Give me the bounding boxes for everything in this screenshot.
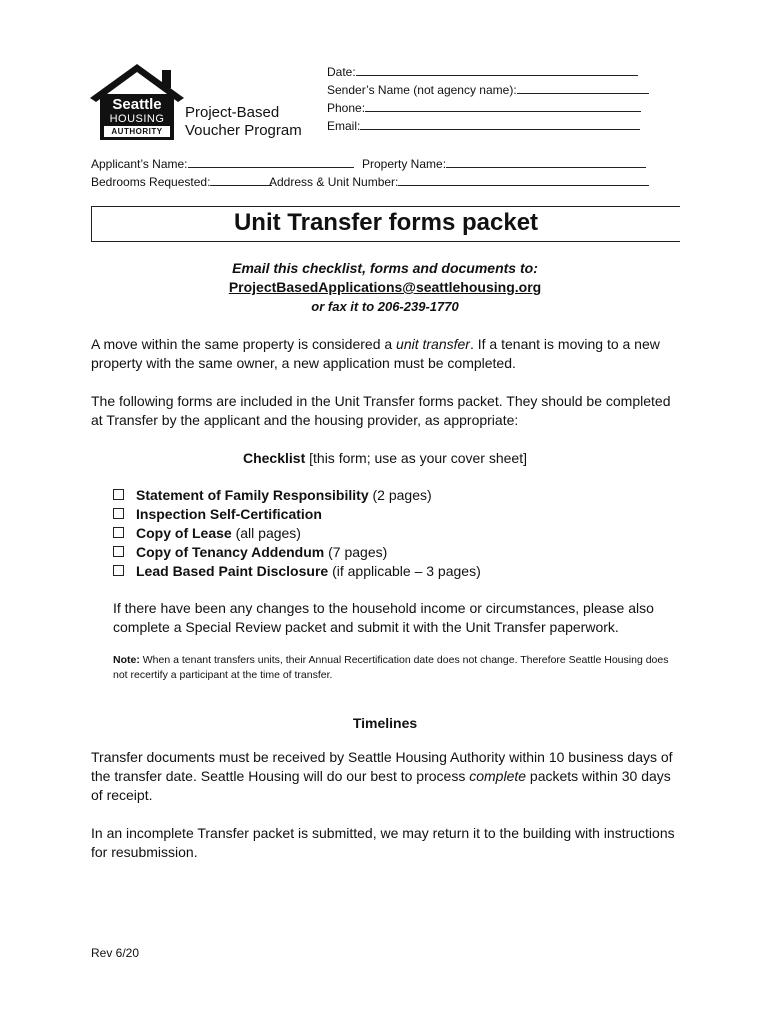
checklist-heading-bold: Checklist: [242, 450, 306, 466]
phone-field[interactable]: [327, 99, 641, 117]
fax-instructions: or fax it to 206-239-1770: [311, 299, 459, 314]
address-label: Address & Unit Number:: [269, 175, 399, 189]
bedrooms-label: Bedrooms Requested:: [91, 175, 211, 189]
email-line[interactable]: [360, 117, 640, 130]
logo-seattle: Seattle: [112, 96, 162, 113]
send-instructions: Email this checklist, forms and documents to:: [232, 260, 538, 276]
note-label: Note:: [113, 654, 140, 666]
date-label: Date:: [327, 65, 356, 79]
checkbox[interactable]: [113, 489, 124, 500]
sender-line[interactable]: [517, 81, 649, 94]
checkbox[interactable]: [113, 508, 124, 519]
logo-housing: HOUSING: [109, 113, 165, 125]
checkbox[interactable]: [113, 527, 124, 538]
checklist-item-detail: (2 pages): [368, 487, 432, 503]
applicant-line[interactable]: [188, 155, 354, 168]
sha-logo: [88, 62, 186, 142]
program-name: [185, 104, 302, 140]
checklist-item-title: Lead Based Paint Disclosure: [136, 563, 329, 579]
intro-text-b: . If a tenant is moving to a new property with the same owner, a new application must be completed.: [91, 336, 660, 371]
intro-text-a: A move within the same property is considered a: [91, 336, 397, 352]
page-title: Unit Transfer forms packet: [233, 209, 539, 236]
checklist-item-detail: (if applicable – 3 pages): [328, 563, 481, 579]
timelines-text-b: packets within 30 days of receipt.: [91, 768, 671, 803]
submission-email-link[interactable]: ProjectBasedApplications@seattlehousing.org: [228, 279, 542, 295]
logo-authority: AUTHORITY: [104, 126, 170, 137]
complete-term: complete: [469, 768, 527, 784]
checklist-item-detail: (7 pages): [324, 544, 388, 560]
checklist-item-title: Copy of Lease: [136, 525, 232, 541]
checklist-item-title: Inspection Self-Certification: [136, 506, 322, 522]
intro-paragraph-2: The following forms are included in the Unit Transfer forms packet. They should be completed at Transfer by the applicant and the housing provider, as appropriate:: [91, 393, 671, 428]
intro-paragraph-1: [91, 335, 681, 373]
applicant-label: Applicant’s Name:: [91, 157, 188, 171]
checklist-item: [113, 543, 481, 562]
unit-transfer-term: unit transfer: [396, 336, 470, 352]
email-label: Email:: [327, 119, 361, 133]
property-label: Property Name:: [362, 157, 447, 171]
note-paragraph: [113, 653, 673, 683]
checklist-item: [113, 524, 481, 543]
sender-field[interactable]: [327, 81, 649, 99]
email-field[interactable]: [327, 117, 640, 135]
bedrooms-field[interactable]: [91, 173, 272, 191]
changes-paragraph: If there have been any changes to the household income or circumstances, please also complete a Special Review packet and submit it with the Unit Transfer paperwork.: [113, 600, 654, 635]
checkbox[interactable]: [113, 546, 124, 557]
address-line[interactable]: [398, 173, 649, 186]
timelines-paragraph-2: In an incomplete Transfer packet is submitted, we may return it to the building with instructions for resubmission.: [91, 825, 675, 860]
checklist-item: [113, 486, 481, 505]
timelines-paragraph-1: [91, 748, 681, 805]
timelines-text-a: Transfer documents must be received by Seattle Housing Authority within 10 business days of the transfer date. Seattle Housing will do our best to process: [91, 749, 673, 784]
program-line-2: Voucher Program: [185, 122, 302, 139]
checkbox[interactable]: [113, 565, 124, 576]
date-field[interactable]: [327, 63, 638, 81]
checklist-item-title: Copy of Tenancy Addendum: [136, 544, 325, 560]
title-box: [91, 206, 680, 242]
checklist-item: [113, 505, 481, 524]
checklist-item-title: Statement of Family Responsibility: [136, 487, 369, 503]
timelines-heading: Timelines: [352, 715, 418, 731]
sender-label: Sender’s Name (not agency name):: [327, 83, 517, 97]
checklist-item: [113, 562, 481, 581]
revision-footer: Rev 6/20: [91, 946, 140, 960]
checklist-heading-rest: [this form; use as your cover sheet]: [305, 450, 527, 466]
program-line-1: Project-Based: [185, 104, 280, 121]
checklist: [113, 486, 481, 581]
checklist-item-detail: (all pages): [231, 525, 301, 541]
property-field[interactable]: [362, 155, 646, 173]
date-line[interactable]: [356, 63, 638, 76]
note-text: When a tenant transfers units, their Annual Recertification date does not change. Therefore Seattle Housing does not recertify a participant at the time of transfer.: [113, 654, 669, 681]
checklist-heading: [91, 449, 679, 468]
bedrooms-line[interactable]: [210, 173, 272, 186]
applicant-field[interactable]: [91, 155, 354, 173]
phone-label: Phone:: [327, 101, 366, 115]
phone-line[interactable]: [365, 99, 641, 112]
address-field[interactable]: [269, 173, 649, 191]
property-line[interactable]: [446, 155, 646, 168]
